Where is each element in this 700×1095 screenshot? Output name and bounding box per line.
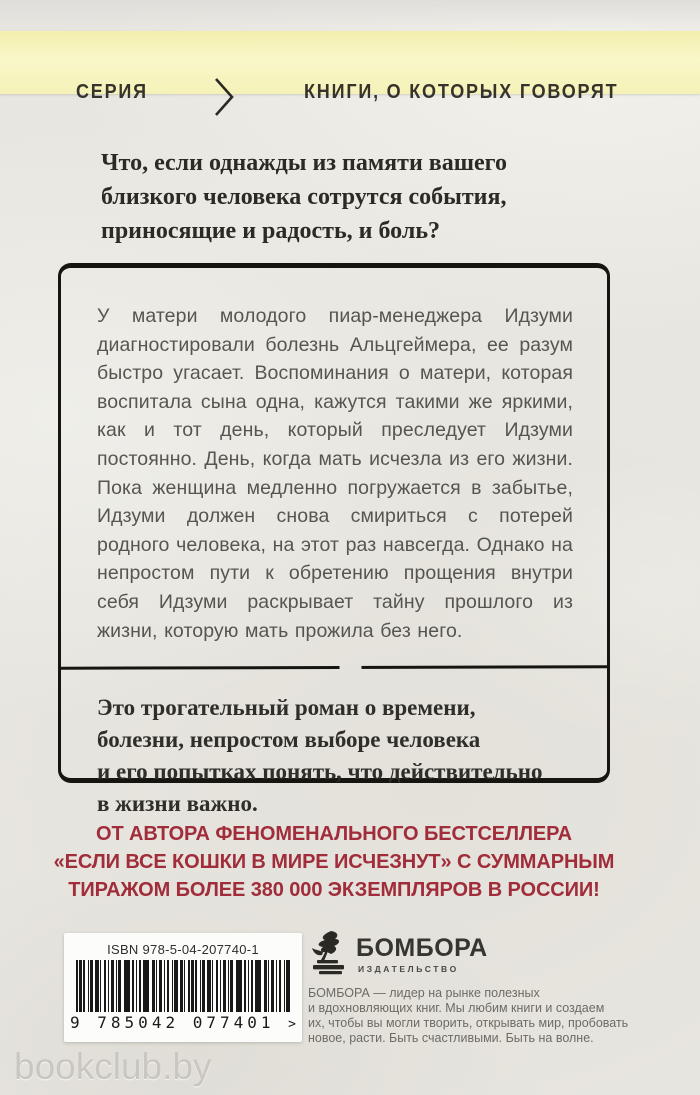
blurb-line: болезни, непростом выборе человека — [97, 727, 481, 753]
intro-line: близкого человека сотрутся события, — [101, 184, 507, 210]
blurb-line: Это трогательный роман о времени, — [97, 695, 476, 721]
watermark-text: bookclub.by — [14, 1046, 212, 1087]
chevron-right-icon — [211, 75, 237, 119]
promo-line: «ЕСЛИ ВСЕ КОШКИ В МИРЕ ИСЧЕЗНУТ» С СУММАРНЫМ — [53, 851, 615, 873]
publisher-description — [308, 986, 658, 1046]
publisher-description-line: и вдохновляющих книг. Мы любим книги и создаем — [308, 1001, 605, 1015]
barcode-end-mark: > — [288, 1017, 296, 1032]
blurb-line: и его попытках понять, что действительно — [97, 759, 543, 785]
publisher-description-line: их, чтобы вы могли творить, открывать мир, пробовать — [308, 1016, 629, 1030]
barcode-digits — [64, 1013, 302, 1032]
intro-line: Что, если однажды из памяти вашего — [101, 150, 507, 176]
intro-question — [101, 146, 581, 248]
publisher-subtitle: ИЗДАТЕЛЬСТВО — [358, 964, 459, 974]
bombora-bonsai-logo-icon — [308, 930, 350, 978]
annotation-box — [58, 263, 610, 817]
blurb-line: в жизни важно. — [97, 791, 258, 817]
publisher-name: БОМБОРА — [356, 934, 488, 962]
publisher-description-line: БОМБОРА — лидер на рынке полезных — [308, 986, 540, 1000]
isbn-text: ISBN 978-5-04-207740-1 — [107, 942, 259, 957]
promo-line: ОТ АВТОРА ФЕНОМЕНАЛЬНОГО БЕСТСЕЛЛЕРА — [96, 823, 572, 845]
intro-line: приносящие и радость, и боль? — [101, 218, 441, 244]
promo-line: ТИРАЖОМ БОЛЕЕ 380 000 ЭКЗЕМПЛЯРОВ В РОССИИ! — [68, 879, 600, 901]
blurb-text — [97, 692, 573, 820]
synopsis-text: У матери молодого пиар-менеджера Идзуми диагностировали болезнь Альцгеймера, ее разум быстро угасает. Воспоминания о матери, которая воспитала сына одна, кажутся такими же яркими, как и тот день, который преследует Идзуми постоянно. День, когда мать исчезла из его жизни. Пока женщина медленно погружается в забытье, Идзуми должен снова смириться с потерей родного человека, на этот раз навсегда. Однако на непростом пути к обретению прощения внутри себя Идзуми раскрывает тайну прошлого из жизни, которую мать прожила без него. — [97, 305, 573, 642]
publisher-description-line: новое, расти. Быть счастливыми. Быть на волне. — [308, 1031, 594, 1045]
series-label: СЕРИЯ — [76, 81, 148, 103]
series-band — [0, 31, 700, 103]
series-name: КНИГИ, О КОТОРЫХ ГОВОРЯТ — [304, 81, 619, 103]
promo-banner — [0, 820, 668, 904]
barcode-bars — [76, 960, 290, 1012]
box-divider — [61, 665, 607, 669]
barcode-label — [64, 933, 302, 1042]
barcode-digits-text: 9 785042 077401 — [70, 1013, 275, 1032]
